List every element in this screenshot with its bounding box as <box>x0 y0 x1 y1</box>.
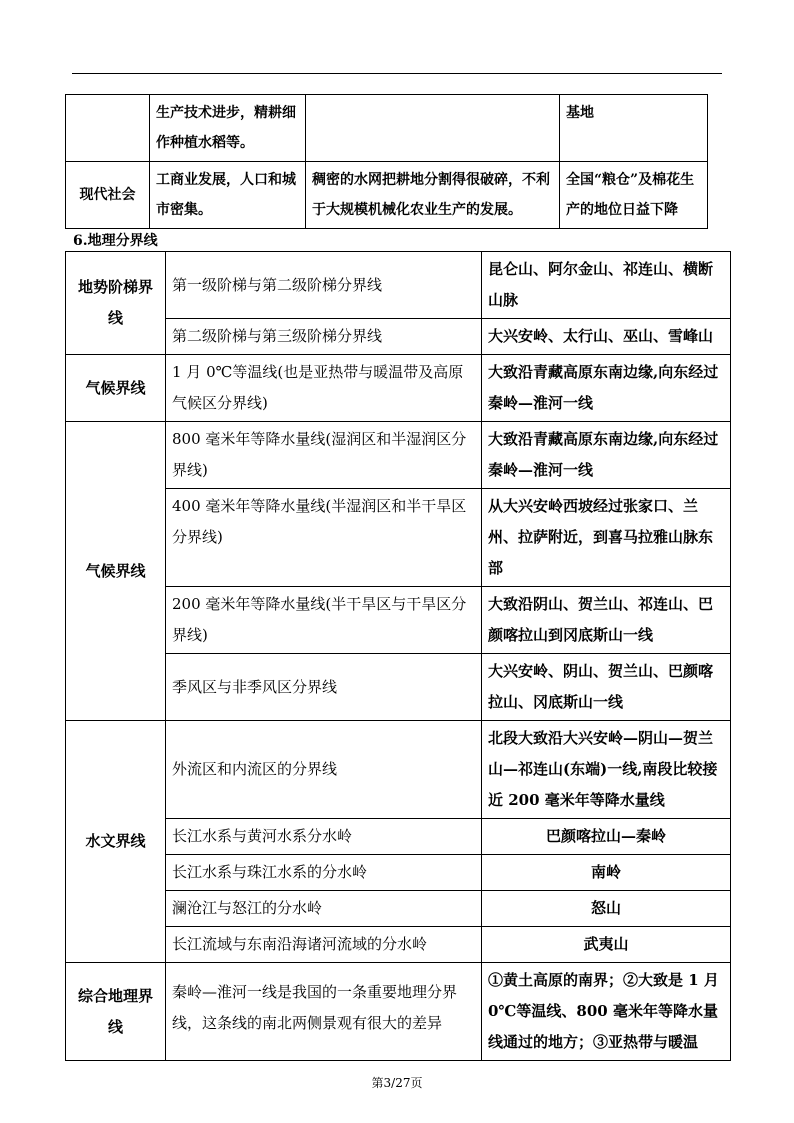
boundary-name-cell: 800 毫米年等降水量线(湿润区和半湿润区分界线) <box>166 422 482 489</box>
boundary-name-cell: 季风区与非季风区分界线 <box>166 654 482 721</box>
table-row <box>66 422 731 489</box>
boundary-name-cell: 长江流域与东南沿海诸河流域的分水岭 <box>166 927 482 963</box>
table-row <box>66 587 731 654</box>
table-row <box>66 319 731 355</box>
boundary-place-cell: 武夷山 <box>482 927 731 963</box>
boundary-name-cell: 200 毫米年等降水量线(半干旱区与干旱区分界线) <box>166 587 482 654</box>
boundary-place-cell: ①黄土高原的南界；②大致是 1 月 0℃等温线、800 毫米年等降水量线通过的地方；③亚热带与暖温 <box>482 963 731 1061</box>
boundary-place-cell: 大致沿青藏高原东南边缘,向东经过秦岭—淮河一线 <box>482 355 731 422</box>
table-cell: 生产技术进步，精耕细作种植水稻等。 <box>150 95 306 162</box>
table-row <box>66 891 731 927</box>
boundary-name-cell: 第二级阶梯与第三级阶梯分界线 <box>166 319 482 355</box>
category-cell: 气候界线 <box>66 422 166 721</box>
table-row <box>66 489 731 587</box>
table-row <box>66 654 731 721</box>
section-title: 6.地理分界线 <box>73 233 158 249</box>
table-cell: 稠密的水网把耕地分割得很破碎，不利于大规模机械化农业生产的发展。 <box>306 162 560 229</box>
boundary-name-cell: 长江水系与黄河水系分水岭 <box>166 819 482 855</box>
boundary-name-cell: 秦岭—淮河一线是我国的一条重要地理分界线，这条线的南北两侧景观有很大的差异 <box>166 963 482 1061</box>
boundary-place-cell: 怒山 <box>482 891 731 927</box>
boundary-place-cell: 昆仑山、阿尔金山、祁连山、横断山脉 <box>482 252 731 319</box>
table-row <box>66 162 708 229</box>
header-rule <box>72 73 722 74</box>
table-cell <box>306 95 560 162</box>
boundary-place-cell: 南岭 <box>482 855 731 891</box>
boundary-name-cell: 长江水系与珠江水系的分水岭 <box>166 855 482 891</box>
table-row <box>66 355 731 422</box>
table-row <box>66 721 731 819</box>
boundary-name-cell: 澜沧江与怒江的分水岭 <box>166 891 482 927</box>
table-row <box>66 252 731 319</box>
table-row <box>66 927 731 963</box>
table-cell: 工商业发展，人口和城市密集。 <box>150 162 306 229</box>
category-cell: 水文界线 <box>66 721 166 963</box>
table-cell: 基地 <box>560 95 708 162</box>
boundary-name-cell: 第一级阶梯与第二级阶梯分界线 <box>166 252 482 319</box>
boundary-place-cell: 大致沿青藏高原东南边缘,向东经过秦岭—淮河一线 <box>482 422 731 489</box>
category-cell: 气候界线 <box>66 355 166 422</box>
boundary-name-cell: 外流区和内流区的分界线 <box>166 721 482 819</box>
farming-table <box>65 94 708 229</box>
boundary-place-cell: 巴颜喀拉山—秦岭 <box>482 819 731 855</box>
boundary-place-cell: 大兴安岭、阴山、贺兰山、巴颜喀拉山、冈底斯山一线 <box>482 654 731 721</box>
boundary-place-cell: 大致沿阴山、贺兰山、祁连山、巴颜喀拉山到冈底斯山一线 <box>482 587 731 654</box>
table-row <box>66 963 731 1061</box>
boundary-name-cell: 400 毫米年等降水量线(半湿润区和半干旱区分界线) <box>166 489 482 587</box>
table-cell: 现代社会 <box>66 162 150 229</box>
table-cell: 全国“粮仓”及棉花生产的地位日益下降 <box>560 162 708 229</box>
table-row <box>66 855 731 891</box>
boundary-place-cell: 北段大致沿大兴安岭—阴山—贺兰山—祁连山(东端)一线,南段比较接近 200 毫米年等降水量线 <box>482 721 731 819</box>
boundary-place-cell: 从大兴安岭西坡经过张家口、兰州、拉萨附近，到喜马拉雅山脉东部 <box>482 489 731 587</box>
boundary-place-cell: 大兴安岭、太行山、巫山、雪峰山 <box>482 319 731 355</box>
table-cell <box>66 95 150 162</box>
page-number: 第3/27页 <box>371 1076 423 1090</box>
boundary-table <box>65 251 731 1061</box>
table-row <box>66 95 708 162</box>
category-cell: 综合地理界线 <box>66 963 166 1061</box>
table-row <box>66 819 731 855</box>
category-cell: 地势阶梯界线 <box>66 252 166 355</box>
boundary-name-cell: 1 月 0℃等温线(也是亚热带与暖温带及高原气候区分界线) <box>166 355 482 422</box>
